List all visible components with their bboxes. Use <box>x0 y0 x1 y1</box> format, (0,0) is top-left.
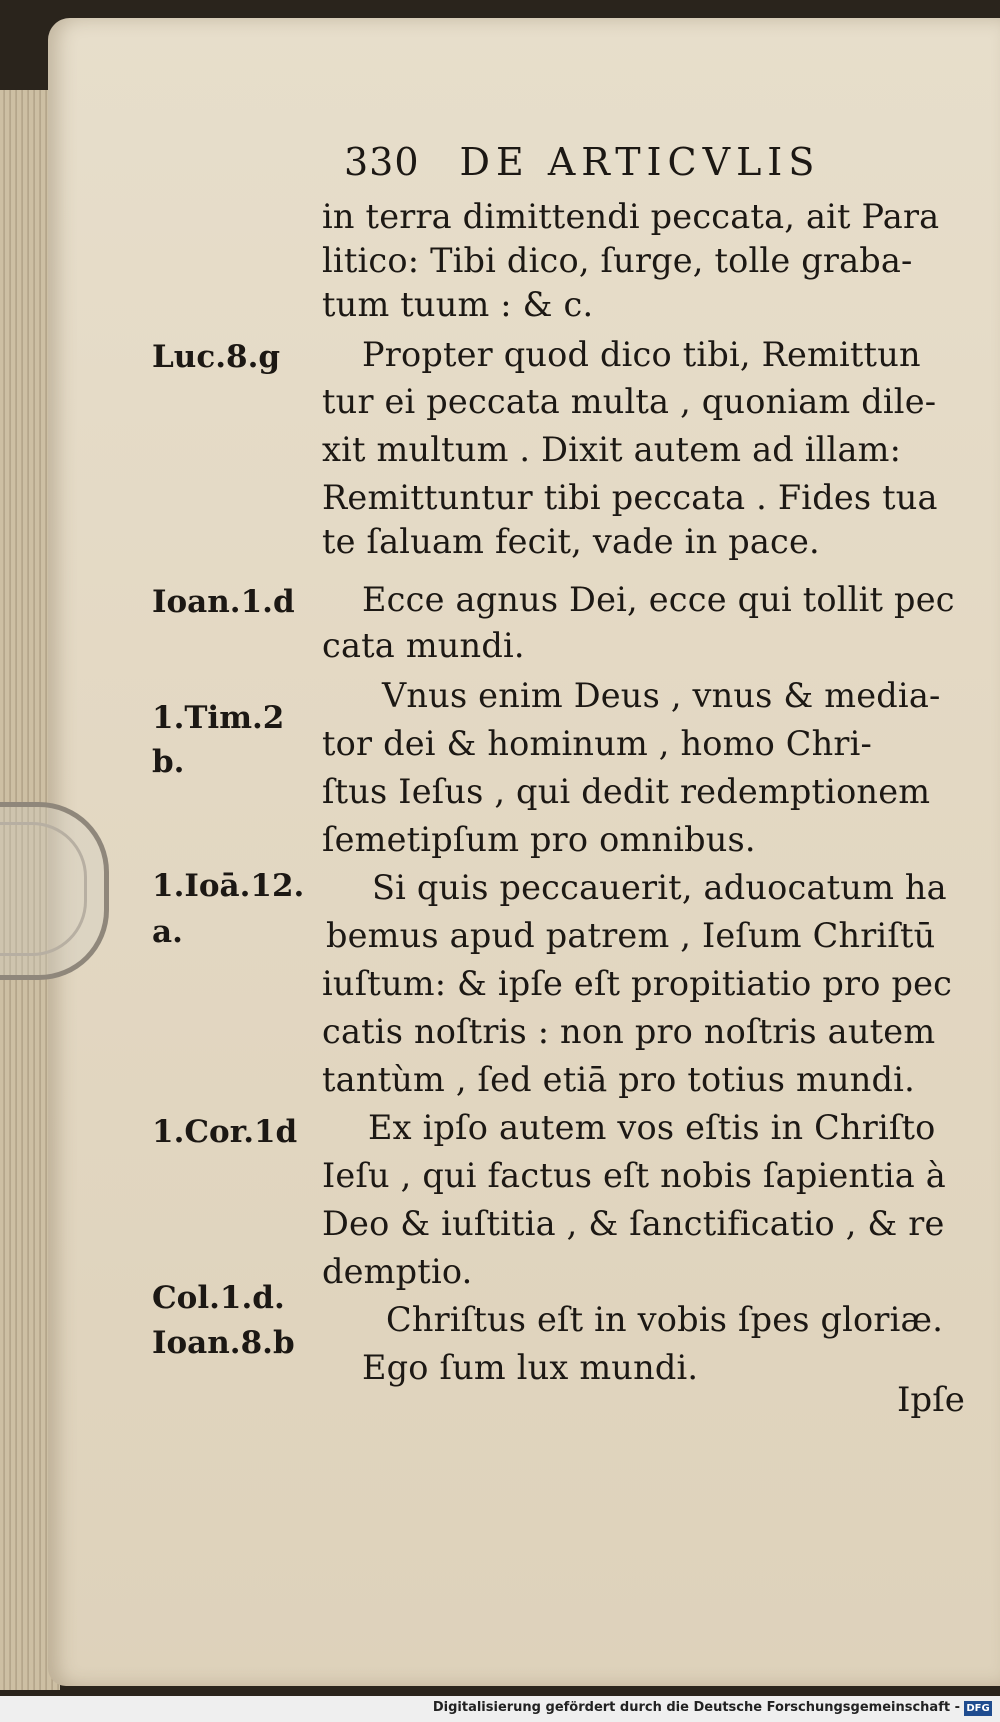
marginal-note: 1.Cor.1d <box>152 1114 298 1150</box>
text-line: Chriſtus eſt in vobis ſpes gloriæ. <box>386 1300 944 1339</box>
text-line: tur ei peccata multa , quoniam dile- <box>322 382 937 421</box>
marginal-note: 1.Ioā.12. <box>152 868 305 904</box>
text-line: Si quis peccauerit, aduocatum ha <box>372 868 947 907</box>
text-line: tantùm , ſed etiā pro totius mundi. <box>322 1060 915 1099</box>
text-line: Remittuntur tibi peccata . Fides tua <box>322 478 938 517</box>
marginal-note: 1.Tim.2 <box>152 700 285 736</box>
footer-credit: Digitalisierung gefördert durch die Deutsche Forschungsgemeinschaft - <box>432 1700 960 1715</box>
text-line: Deo & iuſtitia , & ſanctificatio , & re <box>322 1204 945 1243</box>
dfg-logo: DFG <box>964 1701 992 1716</box>
text-line: xit multum . Dixit autem ad illam: <box>322 430 902 469</box>
text-line: ſtus Ieſus , qui dedit redemptionem <box>322 772 931 811</box>
digitization-footer <box>0 1696 1000 1722</box>
page-number: 330 <box>344 140 420 184</box>
marginal-note: Luc.8.g <box>152 339 281 375</box>
marginal-note: Col.1.d. <box>152 1280 285 1316</box>
text-line: demptio. <box>322 1252 473 1291</box>
text-line: bemus apud patrem , Ieſum Chriſtū <box>326 916 936 955</box>
text-line: Ieſu , qui factus eſt nobis ſapientia à <box>322 1156 946 1195</box>
text-line: Ego ſum lux mundi. <box>362 1348 699 1387</box>
text-line: Ecce agnus Dei, ecce qui tollit pec <box>362 580 955 619</box>
text-line: Propter quod dico tibi, Remittun <box>362 335 921 374</box>
text-line: in terra dimittendi peccata, ait Para <box>322 197 940 236</box>
text-line: catis noſtris : non pro noſtris autem <box>322 1012 936 1051</box>
text-line: iuſtum: & ipſe eſt propitiatio pro pec <box>322 964 953 1003</box>
marginal-note: a. <box>152 914 183 950</box>
marginal-note: b. <box>152 744 185 780</box>
text-line: te ſaluam fecit, vade in pace. <box>322 522 820 561</box>
running-title: DE ARTICVLIS <box>459 140 821 184</box>
text-line: Vnus enim Deus , vnus & media- <box>382 676 941 715</box>
marginal-note: Ioan.1.d <box>152 584 295 620</box>
catchword: Ipſe <box>897 1380 965 1420</box>
text-line: ſemetipſum pro omnibus. <box>322 820 756 859</box>
marginal-note: Ioan.8.b <box>152 1325 295 1361</box>
running-header <box>344 140 884 184</box>
text-line: litico: Tibi dico, ſurge, tolle graba- <box>322 241 913 280</box>
text-line: tum tuum : & c. <box>322 285 594 324</box>
text-line: Ex ipſo autem vos eſtis in Chriſto <box>368 1108 936 1147</box>
text-line: cata mundi. <box>322 626 525 665</box>
page-clip-inner <box>0 822 87 956</box>
text-line: tor dei & hominum , homo Chri- <box>322 724 873 763</box>
